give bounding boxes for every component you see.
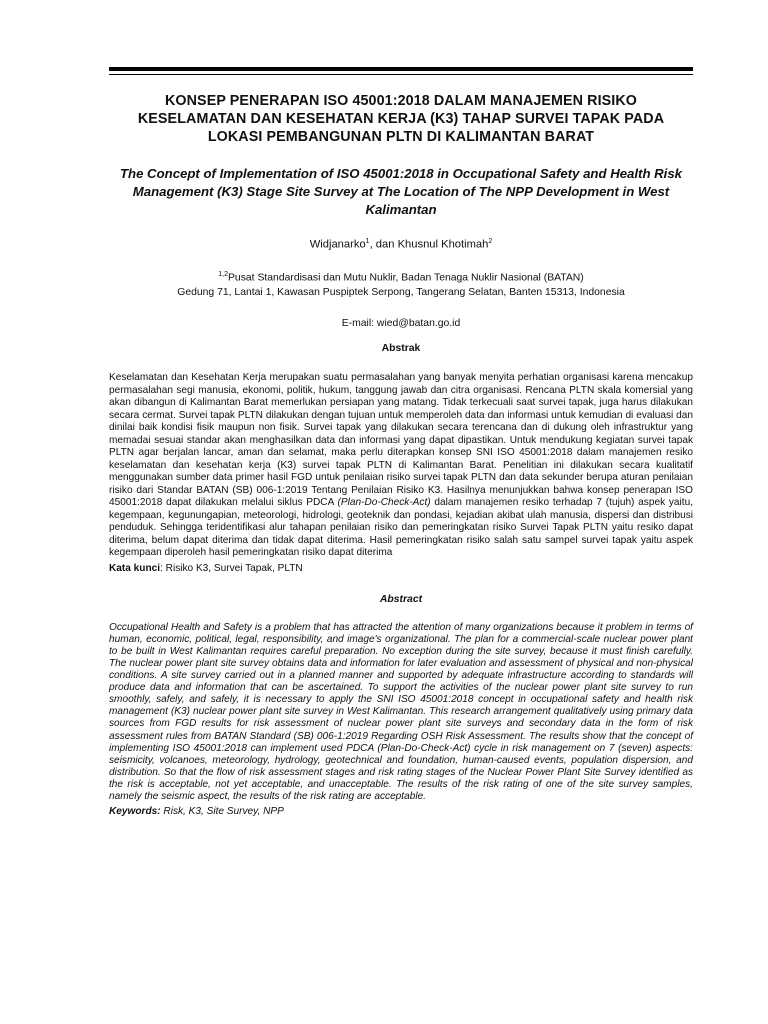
- author-2-sup: 2: [488, 238, 493, 245]
- author-line: [109, 238, 693, 251]
- abstract-heading: Abstract: [379, 593, 423, 605]
- affiliation-line-2: Gedung 71, Lantai 1, Kawasan Puspiptek Serpong, Tangerang Selatan, Banten 15313, Indonesia: [177, 287, 625, 299]
- paper-page: [109, 92, 693, 818]
- abstrak-text-2: dalam manajemen resiko terhadap 7 (tujuh) aspek yaitu, kegempaan, kegunungapian, meteorologi, hidrologi, geoteknik dan pondasi, kejadian akibat ulah manusia, dispersi dan distribusi penduduk. Sehingga teridentifikasi alur tahapan penilaian risiko dan pemeringkatan risiko Survei Tapak PLTN yaitu resiko dapat diterima, belum dapat diterima dan tidak dapat diterima. Hasil pemeringkatan risiko salah satu sampel survei tapak yaitu aspek kegempaan diperoleh hasil pemeringkatan risiko dapat diterima: [109, 497, 694, 559]
- abstract-body: Occupational Health and Safety is a problem that has attracted the attention of many organizations because it problem in terms of human, economic, political, legal, responsibility, and image's organizational. The plan for a commercial-scale nuclear power plant to be built in West Kalimantan requires careful preparation. No exception during the site survey, because it must finish carefully. The nuclear power plant site survey obtains data and information for later evaluation and assessment of physical and non-physical conditions. A site survey carried out in a planned manner and supported by adequate infrastructure according to standards will produce data and information that can be ascertained. To support the activities of the nuclear power plant site survey to run smoothly, safely, and safely, it is necessary to apply the SNI ISO 45001:2018 concept in occupational safety and health risk management (K3) nuclear power plant site survey in West Kalimantan. This research arrangement qualitatively using primary data sources from FGD results for risk assessment of nuclear power plant site surveys and secondary data in the form of risk assessment rules from BATAN Standard (SB) 006-1:2019 Regarding OSH Risk Assessment. The results show that the concept of implementing ISO 45001:2018 can implement used PDCA (Plan-Do-Check-Act) cycle in risk management on 7 (seven) aspects: seismicity, volcanoes, meteorology, hydrology, geotechnical and foundation, human-caused events, population dispersion, and distribution. So that the flow of risk assessment stages and risk rating stages of the Nuclear Power Plant Site Survey identified as the risk is acceptable, not yet acceptable, and unacceptable. The results of the risk rating of one of the site survey samples, namely the seismic aspect, the results of the risk rating are acceptable.: [109, 621, 693, 803]
- affiliation-sup: 1,2: [218, 270, 228, 278]
- author-1: Widjanarko: [309, 238, 366, 251]
- keywords: [109, 805, 693, 818]
- affiliation: [109, 267, 693, 300]
- abstrak-heading: Abstrak: [381, 343, 421, 355]
- keywords-label: Keywords:: [109, 806, 161, 818]
- author-2: Khusnul Khotimah: [397, 238, 489, 251]
- top-rule-thin: [109, 74, 693, 75]
- author-1-sup: 1: [365, 238, 370, 245]
- author-email: E-mail: wied@batan.go.id: [341, 318, 461, 330]
- kata-kunci-values: : Risiko K3, Survei Tapak, PLTN: [160, 562, 303, 574]
- author-separator: , dan: [369, 238, 398, 251]
- affiliation-line-1: Pusat Standardisasi dan Mutu Nuklir, Badan Tenaga Nuklir Nasional (BATAN): [227, 272, 584, 284]
- kata-kunci-label: Kata kunci: [109, 562, 161, 574]
- title-indonesian: KONSEP PENERAPAN ISO 45001:2018 DALAM MANAJEMEN RISIKO KESELAMATAN DAN KESEHATAN KERJA (K3) TAHAP SURVEI TAPAK PADA LOKASI PEMBANGUNAN PLTN DI KALIMANTAN BARAT: [137, 93, 665, 145]
- abstrak-text-italic: (Plan-Do-Check-Act): [337, 497, 431, 509]
- keywords-values: Risk, K3, Site Survey, NPP: [160, 806, 284, 818]
- top-rule-thick: [109, 67, 693, 71]
- kata-kunci: [109, 562, 693, 575]
- abstrak-text-1: Keselamatan dan Kesehatan Kerja merupakan suatu permasalahan yang banyak menyita perhatian organisasi karena mencakup permasalahan segi manusia, ekonomi, politik, hukum, tanggung jawab dan citra organisasi. Rencana PLTN skala komersial yang akan dibangun di Kalimantan Barat memerlukan persiapan yang matang. Tidak terkecuali saat survei tapak, juga harus dilakukan secara cermat. Survei tapak PLTN dilakukan dengan tujuan untuk memperoleh data dan informasi untuk kemudian di evaluasi dan dinilai baik kondisi fisik maupun non fisik. Survei tapak yang dilakukan secara terencana dan di dukung oleh infrastruktur yang memadai sesuai standar akan menghasilkan data dan informasi yang dapat dipastikan. Untuk mendukung kegiatan survei tapak PLTN agar berjalan lancar, aman dan selamat, maka perlu diterapkan konsep SNI ISO 45001:2018 dalam manajemen resiko keselamatan dan kesehatan kerja (K3) survei tapak PLTN di Kalimantan Barat. Penelitian ini dilakukan secara kualitatif menggunakan sumber data primer hasil FGD untuk penilaian risiko survei tapak PLTN dan data sekunder berupa aturan penilaian risiko dari Standar BATAN (SB) 006-1:2019 Tentang Penilaian Risiko K3. Hasilnya menunjukkan bahwa konsep penerapan ISO 45001:2018 dapat dilakukan melalui siklus PDCA: [109, 372, 693, 509]
- abstrak-body: [109, 372, 693, 560]
- title-english: The Concept of Implementation of ISO 45001:2018 in Occupational Safety and Health Risk Management (K3) Stage Site Survey at The Location of The NPP Development in West Kalimantan: [119, 166, 683, 217]
